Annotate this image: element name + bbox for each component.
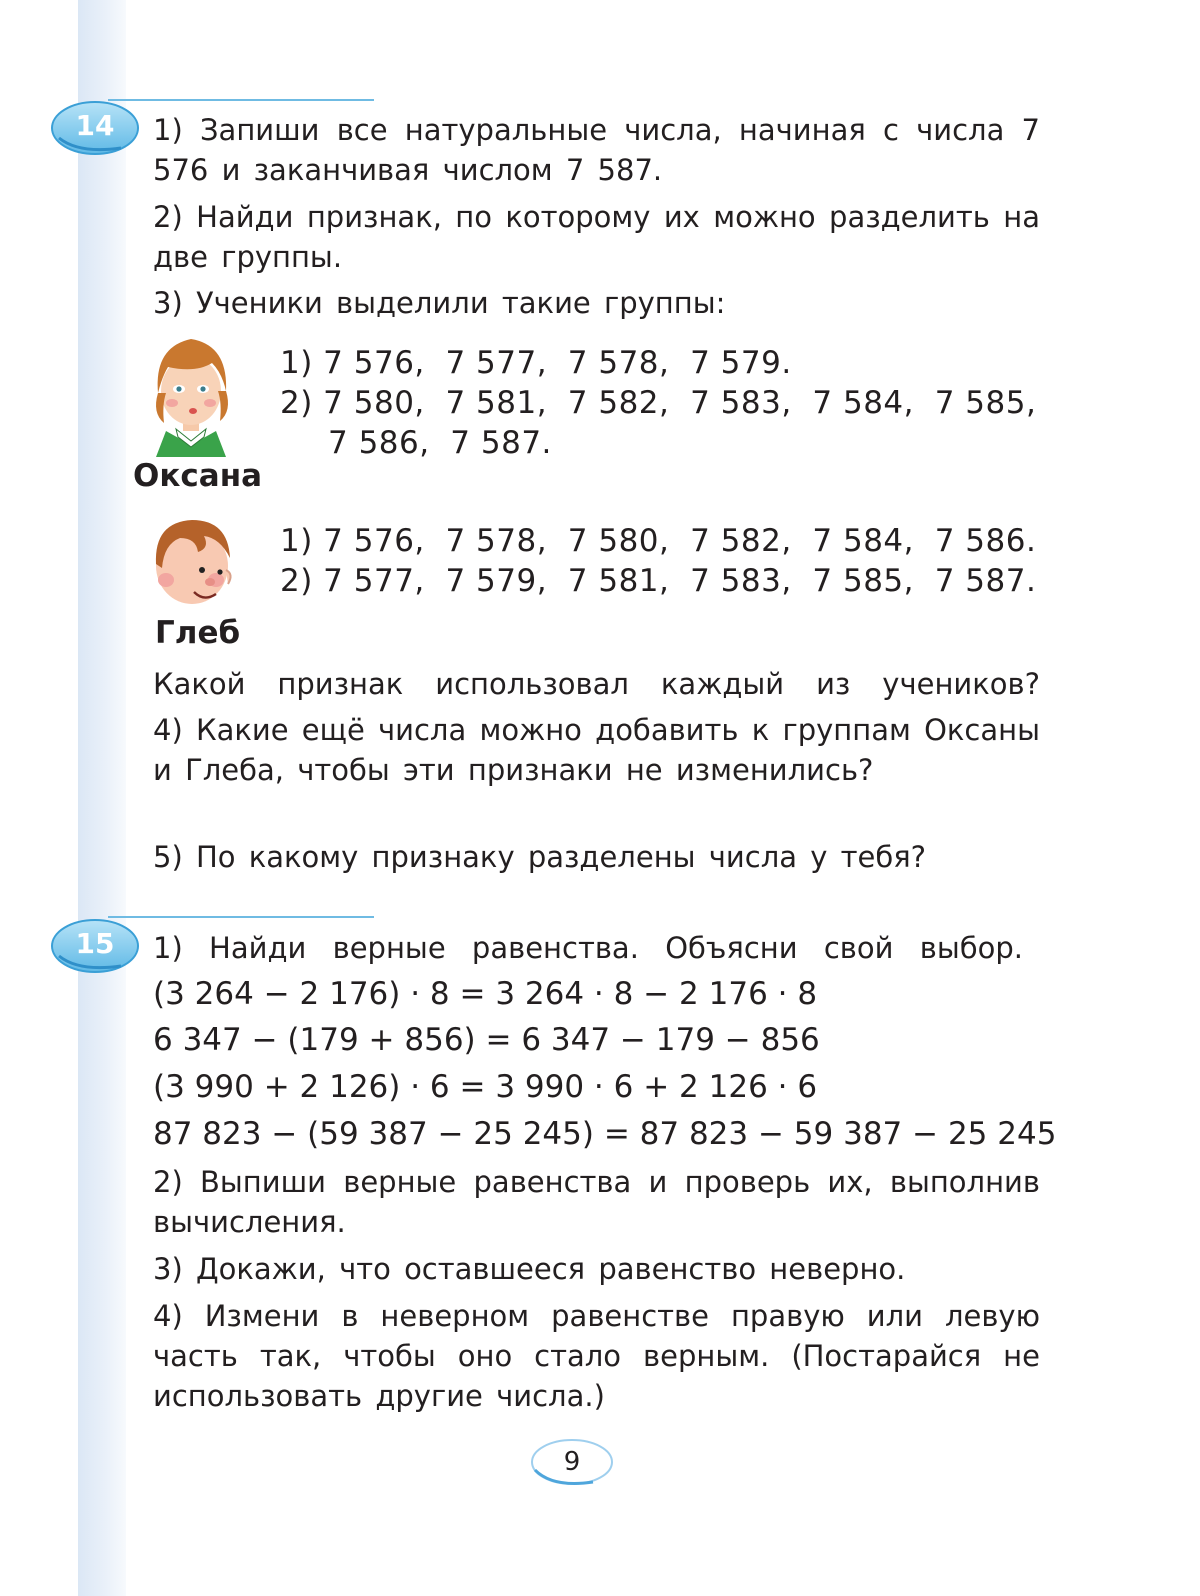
page-number: 9 <box>563 1447 581 1477</box>
oksana-group-1: 1) 7 576, 7 577, 7 578, 7 579. <box>280 345 792 381</box>
task-15-part-2: 2) Выпиши верные равенства и проверь их, выполнив вычисления. <box>153 1165 1040 1239</box>
task-14-part-5: 5) По какому признаку разделены числа у тебя? <box>153 840 927 874</box>
equation-2: 6 347 − (179 + 856) = 6 347 − 179 − 856 <box>153 1022 820 1058</box>
gleb-group-1: 1) 7 576, 7 578, 7 580, 7 582, 7 584, 7 586. <box>280 523 1037 559</box>
page-number-badge <box>527 1436 617 1490</box>
gleb-portrait-icon <box>150 514 234 610</box>
oksana-group-2-continued: 7 586, 7 587. <box>328 425 552 461</box>
task-14-part-4: 4) Какие ещё числа можно добавить к группам Оксаны и Глеба, чтобы эти признаки не изменились? <box>153 713 1040 787</box>
oksana-name: Оксана <box>133 458 263 494</box>
task-14-rule <box>108 99 374 101</box>
equation-3: (3 990 + 2 126) · 6 = 3 990 · 6 + 2 126 · 6 <box>153 1069 818 1105</box>
task-15-badge <box>49 916 141 974</box>
task-14-part-3: 3) Ученики выделили такие группы: <box>153 286 726 320</box>
gleb-name: Глеб <box>155 615 241 651</box>
equation-4: 87 823 − (59 387 − 25 245) = 87 823 − 59 387 − 25 245 <box>153 1116 1057 1152</box>
margin-strip <box>78 0 126 1596</box>
task-14-question: Какой признак использовал каждый из учеников? <box>153 667 1040 701</box>
task-14-badge <box>49 98 141 156</box>
task-15-rule <box>108 916 374 918</box>
gleb-group-2: 2) 7 577, 7 579, 7 581, 7 583, 7 585, 7 587. <box>280 563 1037 599</box>
oksana-portrait-icon <box>146 333 236 457</box>
task-15-part-3: 3) Докажи, что оставшееся равенство неверно. <box>153 1252 906 1286</box>
task-15-part-4: 4) Измени в неверном равенстве правую или левую часть так, чтобы оно стало верным. (Постарайся не использовать другие числа.) <box>153 1299 1040 1413</box>
task-14-part-2: 2) Найди признак, по которому их можно разделить на две группы. <box>153 200 1040 274</box>
equation-1: (3 264 − 2 176) · 8 = 3 264 · 8 − 2 176 · 8 <box>153 976 818 1012</box>
task-15-number: 15 <box>75 927 115 960</box>
oksana-group-2: 2) 7 580, 7 581, 7 582, 7 583, 7 584, 7 585, <box>280 385 1037 421</box>
task-15-part-1: 1) Найди верные равенства. Объясни свой выбор. <box>153 931 1023 965</box>
task-14-number: 14 <box>75 109 115 142</box>
task-14-part-1: 1) Запиши все натуральные числа, начиная с числа 7 576 и заканчивая числом 7 587. <box>153 113 1040 187</box>
